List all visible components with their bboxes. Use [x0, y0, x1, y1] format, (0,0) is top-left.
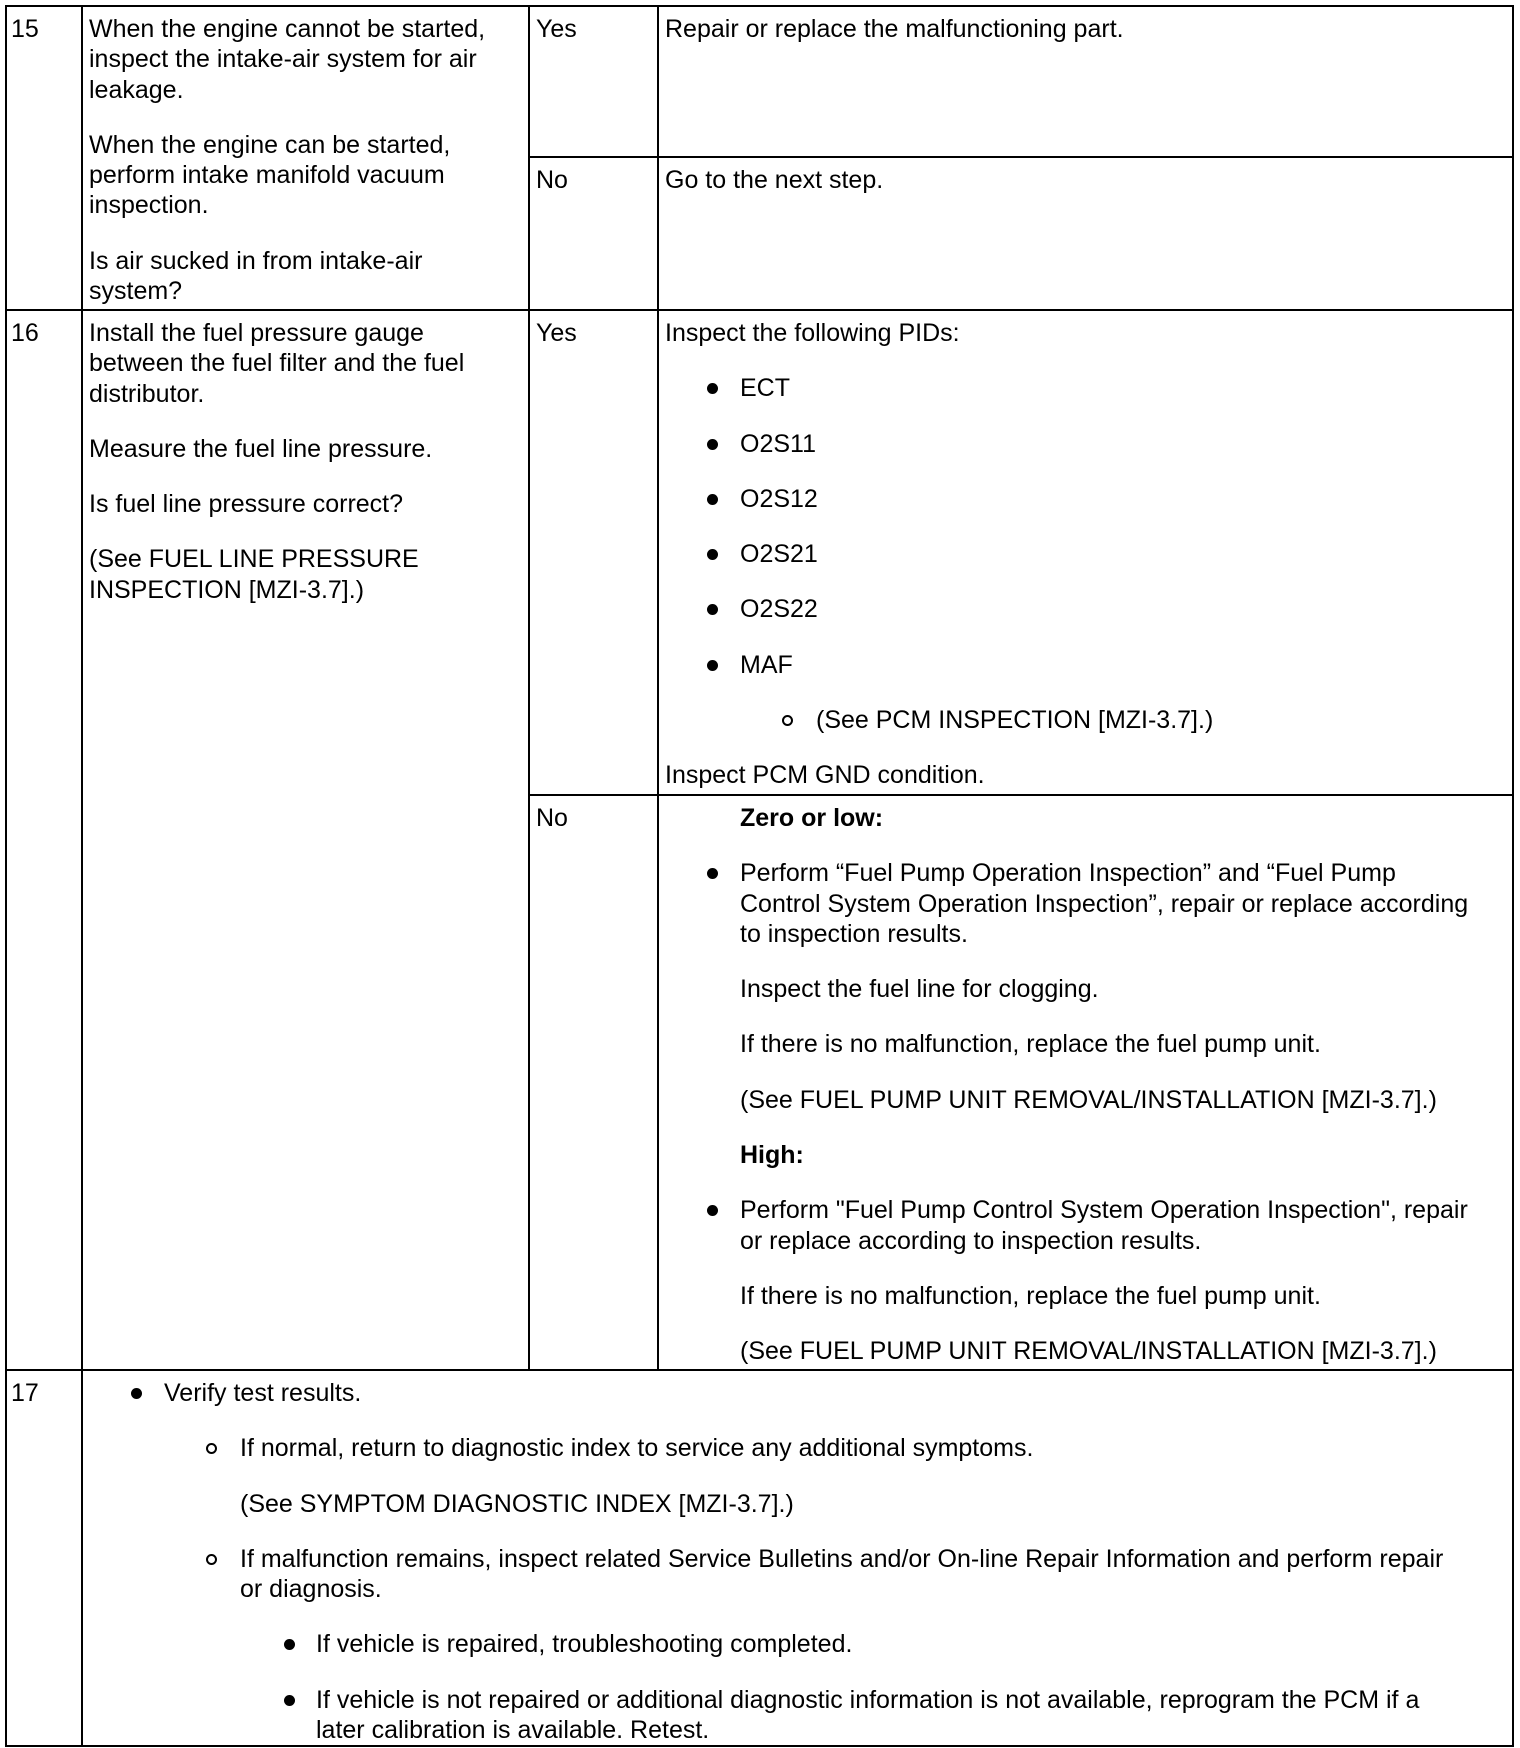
- pid-list-item: [665, 429, 1506, 459]
- if-normal-item: [89, 1433, 1506, 1463]
- pid-name: ECT: [740, 374, 790, 403]
- if-malfunction-item: [89, 1544, 1506, 1605]
- action-question: Is fuel line pressure correct?: [89, 490, 404, 519]
- if-repaired-text: If vehicle is repaired, troubleshooting completed.: [316, 1630, 853, 1659]
- action-paragraph: When the engine cannot be started, inspect the intake-air system for air leakage.: [89, 15, 486, 104]
- zero-or-low-action: Perform “Fuel Pump Operation Inspection” and “Fuel Pump Control System Operation Inspection”, repair or replace according to inspection results.: [740, 859, 1469, 948]
- zero-or-low-note: Inspect the fuel line for clogging.: [740, 975, 1099, 1004]
- pid-name: O2S21: [740, 540, 818, 569]
- if-normal-text: If normal, return to diagnostic index to service any additional symptoms.: [240, 1434, 1034, 1463]
- action-question: Is air sucked in from intake-air system?: [89, 246, 423, 306]
- action-paragraph: Measure the fuel line pressure.: [89, 434, 433, 463]
- action-paragraph: Install the fuel pressure gauge between the fuel filter and the fuel distributor.: [89, 319, 465, 408]
- if-not-repaired-text: If vehicle is not repaired or additional diagnostic information is not available, reprogram the PCM if a later calibration is available. Retest.: [316, 1685, 1420, 1745]
- pid-list-item: [665, 539, 1506, 569]
- pid-list-item: [665, 373, 1506, 403]
- bullet-icon: [707, 494, 718, 505]
- verify-text: Verify test results.: [164, 1379, 362, 1407]
- answer-yes: Yes: [536, 319, 577, 347]
- bullet-icon: [284, 1639, 295, 1650]
- verify-item: [89, 1378, 1506, 1408]
- high-heading: High:: [740, 1141, 804, 1170]
- pid-intro: Inspect the following PIDs:: [665, 319, 960, 347]
- step-15-yes-cell: [530, 7, 659, 158]
- open-circle-bullet-icon: [206, 1443, 217, 1454]
- step-16-no-result-cell: [659, 796, 1514, 1371]
- bullet-icon: [131, 1388, 142, 1399]
- step-16-action-cell: [83, 311, 530, 1371]
- step-17-number-cell: [7, 1371, 83, 1747]
- high-action: Perform "Fuel Pump Control System Operation Inspection", repair or replace according to inspection results.: [740, 1196, 1468, 1255]
- pid-name: O2S11: [740, 429, 816, 458]
- pid-list-item: [665, 594, 1506, 624]
- answer-no: No: [536, 166, 568, 194]
- step-15-number-cell: [7, 7, 83, 311]
- bullet-icon: [284, 1695, 295, 1706]
- zero-or-low-action-item: [665, 858, 1506, 949]
- zero-or-low-note: If there is no malfunction, replace the fuel pump unit.: [740, 1030, 1321, 1059]
- step-number: 15: [11, 15, 39, 43]
- step-number: 17: [11, 1379, 39, 1407]
- answer-no: No: [536, 804, 568, 832]
- high-action-item: [665, 1195, 1506, 1256]
- bullet-icon: [707, 439, 718, 450]
- pid-name: O2S12: [740, 484, 818, 513]
- pid-name: MAF: [740, 650, 793, 679]
- zero-or-low-heading: Zero or low:: [740, 804, 884, 832]
- action-paragraph: When the engine can be started, perform intake manifold vacuum inspection.: [89, 130, 451, 220]
- pid-list-item: [665, 650, 1506, 680]
- bullet-icon: [707, 383, 718, 394]
- step-16-yes-result-cell: [659, 311, 1514, 796]
- if-not-repaired-item: [89, 1685, 1506, 1746]
- action-reference: (See FUEL LINE PRESSURE INSPECTION [MZI-3.7].): [89, 545, 419, 604]
- pid-reference-item: [665, 705, 1506, 735]
- zero-or-low-reference: (See FUEL PUMP UNIT REMOVAL/INSTALLATION [MZI-3.7].): [740, 1085, 1437, 1114]
- if-normal-reference: (See SYMPTOM DIAGNOSTIC INDEX [MZI-3.7].): [240, 1489, 794, 1518]
- step-15-action-cell: [83, 7, 530, 311]
- bullet-icon: [707, 549, 718, 560]
- step-15-no-cell: [530, 158, 659, 311]
- bullet-icon: [707, 604, 718, 615]
- high-reference: (See FUEL PUMP UNIT REMOVAL/INSTALLATION [MZI-3.7].): [740, 1337, 1437, 1366]
- result-text: Repair or replace the malfunctioning part.: [665, 15, 1124, 43]
- bullet-icon: [707, 1205, 718, 1216]
- open-circle-bullet-icon: [206, 1554, 217, 1565]
- diagnostic-procedure-table: [5, 5, 1514, 1747]
- bullet-icon: [707, 660, 718, 671]
- step-17-body-cell: [83, 1371, 1514, 1747]
- answer-yes: Yes: [536, 15, 577, 43]
- pid-list-item: [665, 484, 1506, 514]
- pid-reference: (See PCM INSPECTION [MZI-3.7].): [816, 706, 1214, 735]
- step-16-number-cell: [7, 311, 83, 1371]
- pid-outro: Inspect PCM GND condition.: [665, 761, 985, 790]
- step-16-yes-cell: [530, 311, 659, 796]
- step-number: 16: [11, 319, 39, 347]
- high-note: If there is no malfunction, replace the fuel pump unit.: [740, 1281, 1321, 1310]
- open-circle-bullet-icon: [782, 715, 793, 726]
- if-malfunction-text: If malfunction remains, inspect related Service Bulletins and/or On-line Repair Information and perform repair or diagnosis.: [240, 1544, 1444, 1604]
- bullet-icon: [707, 868, 718, 879]
- if-repaired-item: [89, 1629, 1506, 1659]
- result-text: Go to the next step.: [665, 166, 884, 194]
- step-16-no-cell: [530, 796, 659, 1371]
- pid-name: O2S22: [740, 595, 818, 624]
- step-15-no-result-cell: [659, 158, 1514, 311]
- step-15-yes-result-cell: [659, 7, 1514, 158]
